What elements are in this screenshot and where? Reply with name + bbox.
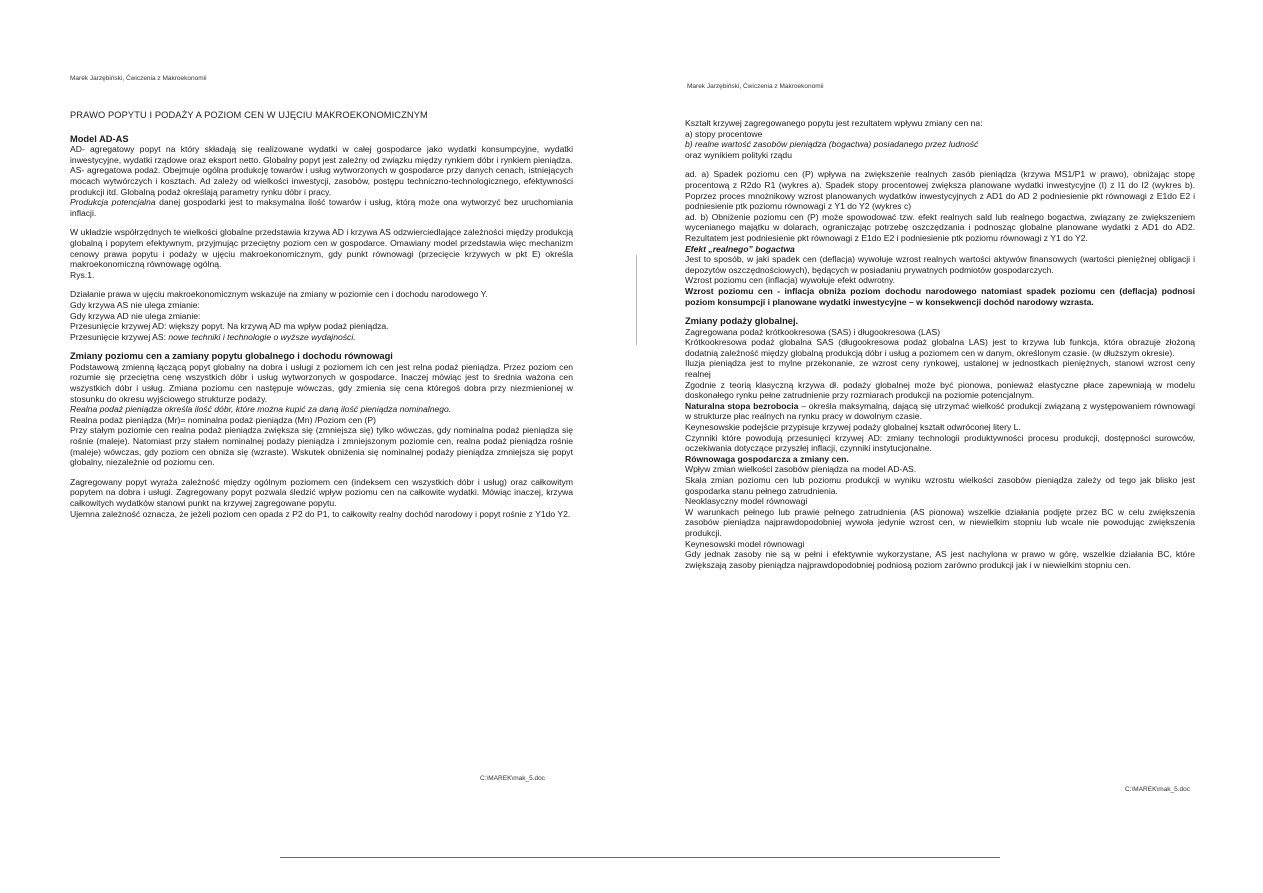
paragraph-inflation-summary: Wzrost poziomu cen - inflacja obniża poziom dochodu narodowego natomiast spadek poziomu cen (deflacja) podnosi poziom konsumpcji i planowane wydatki inwestycyjne – w konsekwencji dochód narodowy wzrasta. xyxy=(685,285,1195,307)
list-item-c: oraz wynikiem polityki rządu xyxy=(685,149,792,160)
paragraph-law-effects: Działanie prawa w ujęciu makroekonomicznym wskazuje na zmiany w poziomie cen i dochodu narodowego Y. xyxy=(70,289,488,300)
section-heading: Model AD-AS xyxy=(70,133,129,144)
paragraph-text: Przesunięcie krzywej AS: xyxy=(70,331,169,342)
paragraph-basic-variable: Podstawową zmienną łączącą popyt globalny na dobra i usługi z poziomem ich cen jest relna podaż pieniądza. Przez poziom cen rozumie się przeciętna cenę wszystkich dóbr i usług wytworzonych w gospodarce. Inaczej mówiąc jest to średnia ważona cen wszystkich dóbr i usług. Zmiana poziomu cen następuje wówczas, gdy zmienia się cena któregoś dobra przy niezmienionej w stosunku do okresu wyjściowego strukturze podaży. xyxy=(70,361,573,404)
page-header: Marek Jarzębiński, Ćwiczenia z Makroekonomii xyxy=(687,83,824,90)
paragraph-text: danej gospodarki jest to maksymalna ilość towarów i usług, którą może ona wytworzyć bez uruchomiania inflacji. xyxy=(70,197,573,218)
document-title: PRAWO POPYTU I PODAŻY A POZIOM CEN W UJĘCIU MAKROEKONOMICZNYM xyxy=(70,110,428,120)
paragraph-constant-prices: Przy stałym poziomie cen realna podaż pieniądza zwiększa się (zmniejsza się) tylko wówczas, gdy nominalna podaż pieniądza się rośnie (maleje). Natomiast przy stałem nominalnej podaży pieniądza i zmniejszonym poziomie cen, realna podaż pieniądza rośnie (maleje) wówczas, gdy poziom cen obniża się (wzraste). Wskutek obniżenia się nominalnej podaży pieniądza zmniejsza się popyt globalny, niezależnie od poziomu cen. xyxy=(70,425,573,468)
paragraph-coordinates: W układzie współrzędnych te wielkości globalne przedstawia krzywa AD i krzywa AS odzwierciedlające zależności między produkcją globalną i popytem efektywnym, przyjmując przeciętny poziom cen w gospodarce. Omawiany model przedstawia więc mechanizm cenowy prawa popytu i podaży w ujęciu makroekonomicznym, gdy punkt równowagi (przecięcie krzywych w pkt E) określa makroekonomiczną równowagę ogólną. xyxy=(70,227,573,270)
right-page xyxy=(630,0,1263,893)
list-item-a: a) stopy procentowe xyxy=(685,128,763,139)
paragraph-negative-relation: Ujemna zależność oznacza, że jeżeli poziom cen opada z P2 do P1, to całkowity realny dochód narodowy i popyt rośnie z Y1do Y2. xyxy=(70,508,571,519)
section-heading: Efekt „realnego” bogactwa xyxy=(685,243,795,254)
paragraph-real-money-supply: Realna podaż pieniądza określa ilość dóbr, które można kupić za daną ilość pieniądza nominalnego. xyxy=(70,404,452,415)
left-column xyxy=(70,110,573,519)
paragraph-ad-a: ad. a) Spadek poziomu cen (P) wpływa na zwiększenie realnych zasób pieniądza (krzywa MS1/P1 w prawo), obniżając stopę procentową z R2do R1 (wykres a). Spadek stopy procentowej zwiększa planowane wydatki inwestycyjne (I) z I1 do I2 (wykres b). Poprzez proces mnożnikowy wzrost planowanych wydatków inwestycyjnych z AD1 do AD 2 podniesienie pkt równowagi z E1do E2 i podniesienie ptk poziomu równowagi z Y1 do Y2 (wykres c) xyxy=(685,169,1195,212)
paragraph-keynesian-heading: Keynesowski model równowagi xyxy=(685,538,805,549)
list-item-b: b) realne wartość zasobów pieniądza (bogactwa) posiadanego przez ludność xyxy=(685,139,979,150)
paragraph-real-money-formula: Realna podaż pieniądza (Mr)= nominalna podaż pieniądza (Mn) /Poziom cen (P) xyxy=(70,414,376,425)
paragraph-short-run-supply: Krótkookresowa podaż globalna SAS (długookresowa podaż globalna LAS) jest to krzywa lub funkcja, która obrazuje złożoną dodatnią zależność między globalną produkcją dóbr i usług a poziomem cen w danym, określonym czasie. (w dłuższym okresie). xyxy=(685,337,1195,358)
paragraph-sas-las: Zagregowana podaż krótkookresowa (SAS) i długookresowa (LAS) xyxy=(685,326,941,337)
paragraph-potential-output xyxy=(70,197,573,218)
paragraph-text-italic: nowe techniki i technologie o wyższe wydajności. xyxy=(168,331,356,342)
scan-edge-line xyxy=(280,857,1000,858)
term-naturalna-stopa: Naturalna stopa bezrobocia xyxy=(685,400,799,411)
paragraph-ad: AD- agregatowy popyt na który składają się realizowane wydatki w całej gospodarce jako wydatki konsumpcyjne, wydatki inwestycyjne, wydatki rządowe oraz eksport netto. Globalny popyt jest zależny od związku między rynkiem dóbr i rynkiem pieniądza. xyxy=(70,144,573,165)
paragraph-classical-theory: Zgodnie z teorią klasyczną krzywa dł. podaży globalnej może być pionowa, ponieważ elastyczne płace zapewniają w modelu doskonałego rynku pełne zatrudnienie przy rozmiarach produkcji na poziomie potencjalnym. xyxy=(685,379,1195,401)
paragraph-keynesian-approach: Keynesowskie podejście przypisuje krzywej podaży globalnej kształt odwróconej litery L. xyxy=(685,422,1021,433)
section-heading: Równowaga gospodarcza a zmiany cen. xyxy=(685,453,849,464)
right-column xyxy=(685,118,1195,570)
paragraph-inflation-effect: Wzrost poziomu cen (inflacja) wywołuje efekt odwrotny. xyxy=(685,275,895,286)
paragraph-curve-shape: Kształt krzywej zagregowanego popytu jest rezultatem wpływu zmiany cen na: xyxy=(685,118,983,128)
paragraph-aggregate-demand: Zagregowany popyt wyraża zależność między ogólnym poziomem cen (indeksem cen wszystkich dóbr i usług) oraz całkowitym popytem na dobra i usługi. Zagregowany popyt pozwala śledzić wpływ poziomu cen na całkowite wydatki. Mówiąc inaczej, krzywa całkowitych wydatków stanowi punkt na krzywej zagregowane popytu. xyxy=(70,476,573,508)
page-header: Marek Jarzębiński, Ćwiczenia z Makroekonomii xyxy=(70,75,207,82)
section-heading: Zmiany podaży globalnej. xyxy=(685,316,799,327)
page-footer: C:\MAREK\mak_5.doc xyxy=(1125,786,1191,793)
section-heading: Zmiany poziomu cen a zamiany popytu globalnego i dochodu równowagi xyxy=(70,351,393,362)
paragraph-text: – określa maksymalną, dającą się utrzymać wielkość produkcji związaną z występowaniem równowagi w strukturze płac realnych na rynku pracy w dowolnym czasie. xyxy=(685,400,1195,422)
paragraph-as-unchanged: Gdy krzywa AS nie ulega zmianie: xyxy=(70,299,200,310)
term-produkcja-potencjalna: Produkcja potencjalna xyxy=(70,197,156,208)
paragraph-money-illusion: Iluzja pieniądza jest to mylne przekonanie, ze wzrost ceny rynkowej, ustalonej w jednostkach pieniężnych, stanowi wzrost ceny realnej xyxy=(685,358,1195,380)
paragraph-as-shift xyxy=(70,332,573,343)
paragraph-factors: Czynniki które powodują przesunięci krzywej AD: zmiany technologii produktywności procesu produkcji, dostępności surowców, oczekiwania dotyczące przyszłej inflacji, czynniki instytucjonalne. xyxy=(685,432,1195,454)
paragraph-scale: Skala zmian poziomu cen lub poziomu produkcji w wyniku wzrostu wielkości zasobów pieniądza zależy od tego jak blisko jest gospodarka stanu pełnego zatrudnienia. xyxy=(685,475,1195,496)
paragraph-natural-unemployment xyxy=(685,401,1195,422)
paragraph-underutilized: Gdy jednak zasoby nie są w pełni i efektywnie wykorzystane, AS jest nachylona w prawo w górę, wszelkie działania BC, które zwiększają zasoby pieniądza najprawdopodobniej podniosą poziom zarówno produkcji jak i w niewielkim stopniu cen. xyxy=(685,549,1195,570)
page-footer: C:\MAREK\mak_5.doc xyxy=(480,775,546,782)
paragraph-ad-unchanged: Gdy krzywa AD nie ulega zmianie: xyxy=(70,310,201,321)
figure-reference: Rys.1. xyxy=(70,269,95,280)
paragraph-money-impact: Wpływ zmian wielkości zasobów pieniądza na model AD-AS. xyxy=(685,464,917,475)
paragraph-wealth-effect: Jest to sposób, w jaki spadek cen (deflacja) wywołuje wzrost realnych wartości aktywów finansowych (wartości pieniężnej obligacji i depozytów oszczędnościowych), będących w posiadaniu prywatnych podmiotów gospodarczych. xyxy=(685,254,1195,275)
paragraph-ad-shift: Przesunięcie krzywej AD: większy popyt. Na krzywą AD ma wpływ podaż pieniądza. xyxy=(70,321,389,332)
left-page xyxy=(0,0,620,893)
paragraph-neoclassical-heading: Neoklasyczny model równowagi xyxy=(685,496,808,507)
paragraph-ad-b: ad. b) Obniżenie poziomu cen (P) może spowodować tzw. efekt realnych sald lub realnego bogactwa, związany ze zwiększeniem wycenianego majątku w dolarach, ograniczając potrzebę oszczędzania i podnosząc globalne planowane wydatki z AD1 do AD2. Rezultatem jest podniesienie pkt równowagi z E1do E2 i podniesienie ptk poziomu równowagi z Y1 do Y2. xyxy=(685,211,1195,243)
paragraph-full-employment: W warunkach pełnego lub prawie pełnego zatrudnienia (AS pionowa) wszelkie działania podjęte przez BC w celu zwiększenia zasobów pieniądza najprawdopodobniej wywoła jedynie wzrost cen, w niewielkim stopniu lub wcale nie powodując zwiększenia produkcji. xyxy=(685,506,1195,538)
paragraph-as: AS- agregatowa podaż. Obejmuje ogólna produkcję towarów i usług wytworzonych w gospodarce przy danych cenach, istniejących mocach wytwórczych i kosztach. Ad zależy od wielkości inwestycji, zasobów, postępu techniczno-technologicznego, efektywności produkcji itd. Globalną podaż określają parametry rynku dóbr i pracy. xyxy=(70,165,573,197)
